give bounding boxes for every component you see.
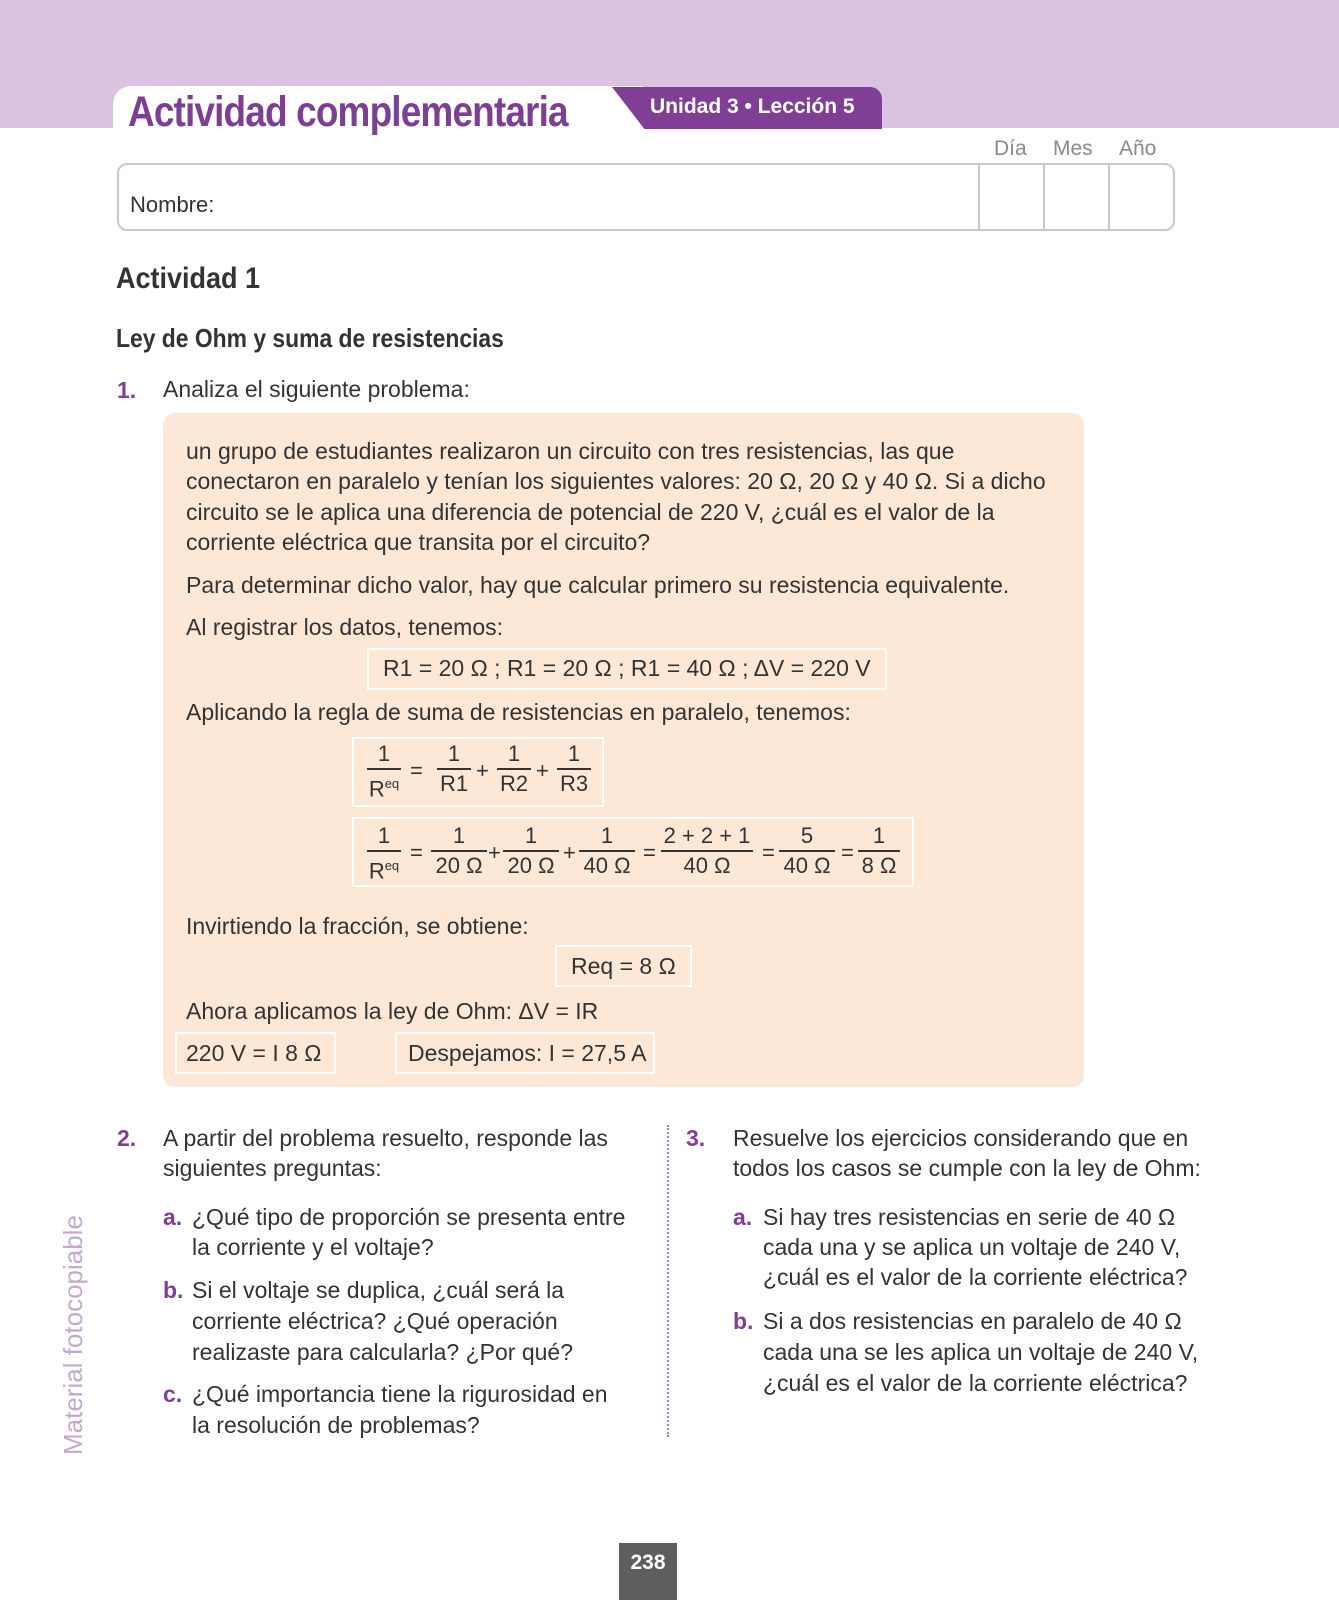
req-result: Req = 8 Ω bbox=[571, 953, 676, 979]
problem-line: circuito se le aplica una diferencia de potencial de 220 V, ¿cuál es el valor de la bbox=[186, 499, 995, 525]
fraction-denominator: 20 Ω bbox=[507, 853, 555, 878]
fraction-denominator: 20 Ω bbox=[435, 853, 483, 878]
fraction-numerator: 1 bbox=[858, 824, 900, 852]
activity-subheading: Ley de Ohm y suma de resistencias bbox=[116, 323, 504, 353]
problem-line: corriente eléctrica que transita por el circuito? bbox=[186, 529, 651, 555]
question-3a-text: ¿cuál es el valor de la corriente eléctrica? bbox=[763, 1264, 1188, 1290]
problem-line: un grupo de estudiantes realizaron un circuito con tres resistencias, las que bbox=[186, 438, 955, 464]
date-field-month[interactable] bbox=[1043, 163, 1045, 231]
plus-sign: + bbox=[488, 840, 501, 865]
date-label-day: Día bbox=[994, 137, 1027, 160]
question-2-prompt: siguientes preguntas: bbox=[163, 1155, 382, 1181]
question-3a-text: cada una y se aplica un voltaje de 240 V, bbox=[763, 1234, 1181, 1260]
fraction-denominator: 8 Ω bbox=[861, 853, 897, 878]
date-label-month: Mes bbox=[1053, 137, 1093, 160]
question-2b-text: Si el voltaje se duplica, ¿cuál será la bbox=[192, 1277, 565, 1303]
question-2a-text: la corriente y el voltaje? bbox=[192, 1234, 434, 1260]
date-label-year: Año bbox=[1119, 137, 1157, 160]
formula-2-result bbox=[858, 824, 900, 880]
equals-sign: = bbox=[643, 840, 656, 865]
fraction-numerator: 5 bbox=[779, 824, 835, 852]
question-2b-text: corriente eléctrica? ¿Qué operación bbox=[192, 1308, 558, 1334]
question-3b-text: ¿cuál es el valor de la corriente eléctrica? bbox=[763, 1370, 1188, 1396]
fraction-denominator: R bbox=[368, 776, 385, 802]
data-line: R1 = 20 Ω ; R1 = 20 Ω ; R1 = 40 Ω ; ΔV = 220 V bbox=[383, 655, 871, 681]
equals-sign: = bbox=[410, 840, 423, 865]
page-title: Actividad complementaria bbox=[128, 88, 568, 136]
question-3b-text: Si a dos resistencias en paralelo de 40 Ω bbox=[763, 1308, 1182, 1334]
side-label: Material fotocopiable bbox=[58, 1215, 88, 1455]
problem-line: conectaron en paralelo y tenían los siguientes valores: 20 Ω, 20 Ω y 40 Ω. Si a dicho bbox=[186, 468, 1046, 494]
step-text: Aplicando la regla de suma de resistencias en paralelo, tenemos: bbox=[186, 699, 851, 725]
item-letter: c. bbox=[163, 1381, 183, 1407]
item-letter: b. bbox=[163, 1277, 184, 1303]
step-text: Para determinar dicho valor, hay que calcular primero su resistencia equivalente. bbox=[186, 572, 1010, 598]
formula-1-term bbox=[557, 742, 591, 798]
formula-1-term bbox=[437, 742, 471, 798]
equation-left: 220 V = I 8 Ω bbox=[186, 1040, 322, 1066]
item-letter: a. bbox=[163, 1204, 183, 1230]
equals-sign: = bbox=[841, 840, 854, 865]
fraction-denominator: 40 Ω bbox=[683, 853, 731, 878]
formula-1-lhs bbox=[367, 742, 401, 803]
fraction-denominator: 40 Ω bbox=[783, 853, 831, 878]
question-2c-text: ¿Qué importancia tiene la rigurosidad en bbox=[192, 1381, 608, 1407]
formula-2-term bbox=[579, 824, 635, 880]
subscript-eq: eq bbox=[384, 858, 400, 873]
question-3b-text: cada una se les aplica un voltaje de 240 V, bbox=[763, 1339, 1199, 1365]
question-3-prompt: todos los casos se cumple con la ley de Ohm: bbox=[733, 1155, 1201, 1181]
fraction-denominator: R bbox=[368, 858, 385, 884]
fraction-numerator: 1 bbox=[367, 824, 401, 852]
activity-heading: Actividad 1 bbox=[116, 262, 261, 295]
formula-2-simplified bbox=[779, 824, 835, 880]
formula-1-term bbox=[497, 742, 531, 798]
fraction-numerator: 1 bbox=[579, 824, 635, 852]
question-1-number: 1. bbox=[117, 377, 137, 403]
unit-label: Unidad 3 • Lección 5 bbox=[650, 95, 855, 118]
name-field[interactable] bbox=[117, 163, 1175, 231]
column-divider bbox=[667, 1125, 669, 1437]
item-letter: a. bbox=[733, 1204, 753, 1230]
item-letter: b. bbox=[733, 1308, 754, 1334]
formula-2-lhs bbox=[367, 824, 401, 885]
fraction-denominator: 40 Ω bbox=[583, 853, 631, 878]
question-2c-text: la resolución de problemas? bbox=[192, 1412, 480, 1438]
subscript-eq: eq bbox=[384, 776, 400, 791]
question-1-prompt: Analiza el siguiente problema: bbox=[163, 376, 470, 402]
question-2-number: 2. bbox=[117, 1125, 137, 1151]
fraction-denominator: R1 bbox=[439, 771, 469, 796]
fraction-numerator: 1 bbox=[431, 824, 487, 852]
name-label: Nombre: bbox=[130, 192, 215, 217]
date-field-year[interactable] bbox=[1108, 163, 1110, 231]
equation-right: Despejamos: I = 27,5 A bbox=[408, 1040, 647, 1066]
question-2a-text: ¿Qué tipo de proporción se presenta entre bbox=[192, 1204, 626, 1230]
fraction-numerator: 1 bbox=[497, 742, 531, 770]
page-number: 238 bbox=[630, 1551, 666, 1574]
fraction-numerator: 1 bbox=[503, 824, 559, 852]
fraction-denominator: R2 bbox=[499, 771, 529, 796]
question-2-prompt: A partir del problema resuelto, responde las bbox=[163, 1125, 608, 1151]
fraction-numerator: 1 bbox=[437, 742, 471, 770]
step-text: Invirtiendo la fracción, se obtiene: bbox=[186, 913, 529, 939]
formula-2-sum bbox=[661, 824, 753, 880]
fraction-denominator: R3 bbox=[559, 771, 589, 796]
equals-sign: = bbox=[762, 840, 775, 865]
plus-sign: + bbox=[563, 840, 576, 865]
fraction-numerator: 1 bbox=[367, 742, 401, 770]
question-3-prompt: Resuelve los ejercicios considerando que en bbox=[733, 1125, 1189, 1151]
date-field-day[interactable] bbox=[978, 163, 980, 231]
equals-sign: = bbox=[410, 758, 423, 783]
formula-2-term bbox=[431, 824, 487, 880]
step-text: Al registrar los datos, tenemos: bbox=[186, 614, 504, 640]
plus-sign: + bbox=[536, 758, 549, 783]
formula-2-term bbox=[503, 824, 559, 880]
fraction-numerator: 1 bbox=[557, 742, 591, 770]
plus-sign: + bbox=[476, 758, 489, 783]
fraction-numerator: 2 + 2 + 1 bbox=[661, 824, 753, 852]
question-3-number: 3. bbox=[686, 1125, 706, 1151]
question-3a-text: Si hay tres resistencias en serie de 40 Ω bbox=[763, 1204, 1176, 1230]
step-text: Ahora aplicamos la ley de Ohm: ΔV = IR bbox=[186, 998, 599, 1024]
question-2b-text: realizaste para calcularla? ¿Por qué? bbox=[192, 1339, 573, 1365]
